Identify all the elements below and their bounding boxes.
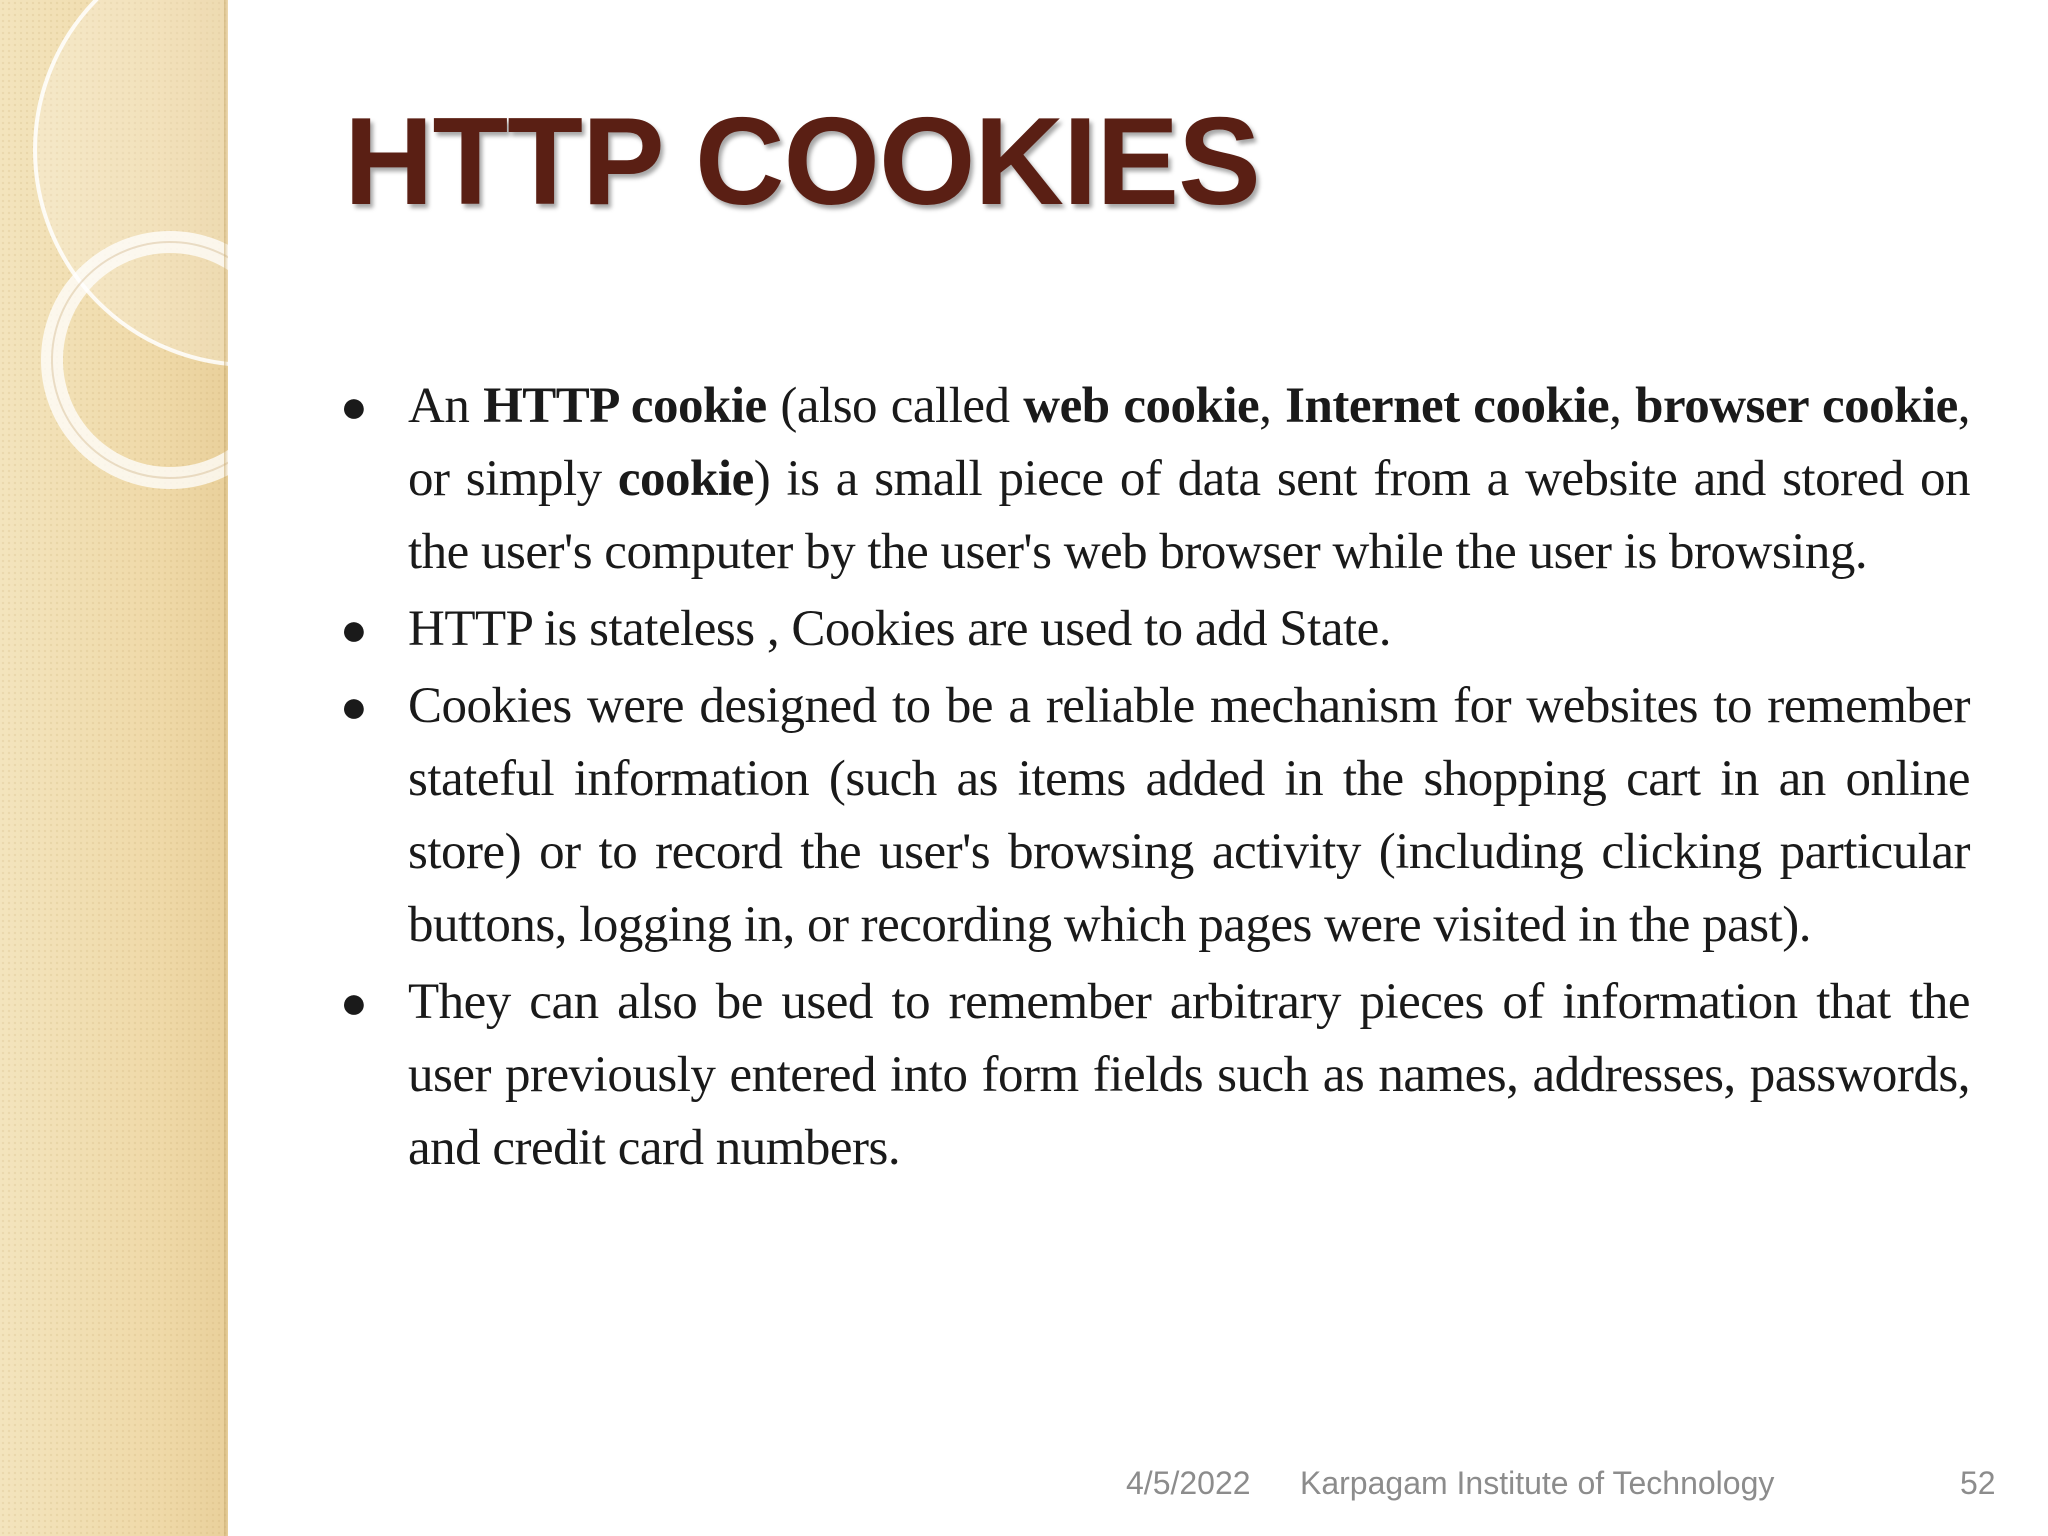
bullet-item xyxy=(334,370,1970,589)
text-run: , xyxy=(1609,378,1636,434)
bold-term: Internet cookie xyxy=(1285,378,1610,434)
text-run: , or simply xyxy=(408,378,1971,507)
bold-term: browser cookie xyxy=(1635,378,1958,434)
bullet-dot-icon: ● xyxy=(340,381,368,432)
bullet-text xyxy=(408,678,1970,953)
footer-date: 4/5/2022 xyxy=(1126,1465,1251,1501)
decorative-circles-icon xyxy=(0,0,228,520)
text-run: Cookies were designed to be a reliable mechanism for websites to remember stateful information (such as items added in the shopping cart in an online store) or to record the user's browsing activity (including clicking particular buttons, logging in, or recording which pages were visited in the past). xyxy=(408,678,1970,953)
bullet-list xyxy=(334,370,1970,1189)
text-run: HTTP is stateless , Cookies are used to add State. xyxy=(408,601,1392,657)
text-run: , xyxy=(1259,378,1286,434)
bullet-text xyxy=(408,974,1970,1176)
decorative-sidebar xyxy=(0,0,228,1536)
text-run: ) is a small piece of data sent from a website and stored on the user's computer by the user's web browser while the user is browsing. xyxy=(408,451,1970,580)
footer-organization: Karpagam Institute of Technology xyxy=(1300,1465,1775,1501)
slide-title: HTTP COOKIES xyxy=(344,93,1260,231)
text-run: They can also be used to remember arbitrary pieces of information that the user previously entered into form fields such as names, addresses, passwords, and credit card numbers. xyxy=(408,974,1970,1176)
bullet-text xyxy=(408,601,1391,657)
bullet-dot-icon: ● xyxy=(340,604,368,655)
bold-term: cookie xyxy=(617,451,754,507)
bold-term: web cookie xyxy=(1023,378,1260,434)
bullet-item xyxy=(334,966,1970,1185)
bullet-text xyxy=(408,378,1970,580)
bullet-item xyxy=(334,670,1970,962)
text-run: An xyxy=(408,378,484,434)
bullet-dot-icon: ● xyxy=(340,681,368,732)
text-run: (also called xyxy=(766,378,1024,434)
sidebar-edge xyxy=(224,0,228,1536)
bullet-item xyxy=(334,593,1970,666)
bullet-dot-icon: ● xyxy=(340,977,368,1028)
bold-term: HTTP cookie xyxy=(483,378,767,434)
footer-page-number: 52 xyxy=(1960,1465,1996,1501)
